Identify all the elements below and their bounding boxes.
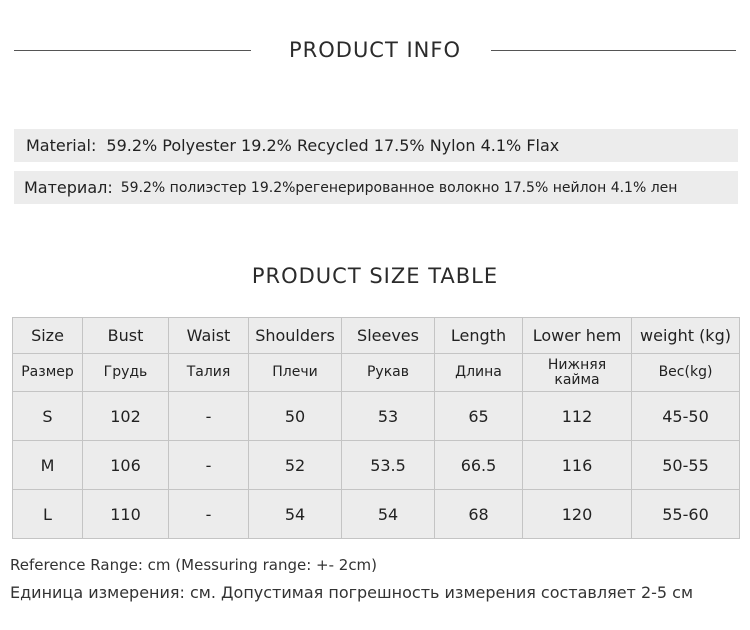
table-cell: 66.5: [435, 441, 523, 490]
header-cell: Waist: [169, 318, 249, 354]
table-cell: 55-60: [632, 490, 740, 539]
material-row-russian: [14, 171, 738, 204]
header-cell: Плечи: [249, 354, 342, 392]
size-table-heading: PRODUCT SIZE TABLE: [251, 264, 499, 288]
header-cell: Размер: [13, 354, 83, 392]
header-cell: Вес(kg): [632, 354, 740, 392]
table-row: [13, 392, 740, 441]
material-label-russian: Материал:: [24, 178, 113, 197]
header-cell: Length: [435, 318, 523, 354]
table-cell: -: [169, 392, 249, 441]
reference-range-russian: Единица измерения: см. Допустимая погрешность измерения составляет 2-5 см: [10, 583, 694, 602]
header-cell: Size: [13, 318, 83, 354]
table-cell: -: [169, 490, 249, 539]
table-cell: 65: [435, 392, 523, 441]
header-cell: Длина: [435, 354, 523, 392]
reference-range-english: Reference Range: cm (Messuring range: +- 2cm): [10, 556, 378, 574]
product-info-heading: PRODUCT INFO: [288, 38, 461, 62]
table-cell: 112: [523, 392, 632, 441]
header-cell: Нижняя кайма: [523, 354, 632, 392]
size-table: [12, 317, 740, 539]
header-cell: Талия: [169, 354, 249, 392]
table-cell: 50: [249, 392, 342, 441]
table-cell: -: [169, 441, 249, 490]
table-cell: 102: [83, 392, 169, 441]
header-cell: Bust: [83, 318, 169, 354]
table-cell: L: [13, 490, 83, 539]
table-cell: 45-50: [632, 392, 740, 441]
table-cell: 50-55: [632, 441, 740, 490]
header-cell: Рукав: [342, 354, 435, 392]
table-cell: 110: [83, 490, 169, 539]
table-row: [13, 441, 740, 490]
table-cell: 116: [523, 441, 632, 490]
table-header-row-russian: [13, 354, 740, 392]
table-cell: 120: [523, 490, 632, 539]
header-cell: Sleeves: [342, 318, 435, 354]
heading-divider-right: [491, 50, 736, 51]
material-value-russian: 59.2% полиэстер 19.2%регенерированное волокно 17.5% нейлон 4.1% лен: [120, 179, 678, 196]
material-value-english: 59.2% Polyester 19.2% Recycled 17.5% Nylon 4.1% Flax: [106, 136, 560, 155]
material-row-english: [14, 129, 738, 162]
table-cell: 53.5: [342, 441, 435, 490]
table-cell: M: [13, 441, 83, 490]
table-cell: 106: [83, 441, 169, 490]
table-row: [13, 490, 740, 539]
table-cell: 68: [435, 490, 523, 539]
table-header-row-english: [13, 318, 740, 354]
header-cell: Грудь: [83, 354, 169, 392]
table-cell: 54: [249, 490, 342, 539]
header-cell: Shoulders: [249, 318, 342, 354]
table-cell: 52: [249, 441, 342, 490]
table-cell: 53: [342, 392, 435, 441]
table-cell: 54: [342, 490, 435, 539]
table-cell: S: [13, 392, 83, 441]
header-cell: Lower hem: [523, 318, 632, 354]
material-label-english: Material:: [26, 136, 97, 155]
header-cell: weight (kg): [632, 318, 740, 354]
